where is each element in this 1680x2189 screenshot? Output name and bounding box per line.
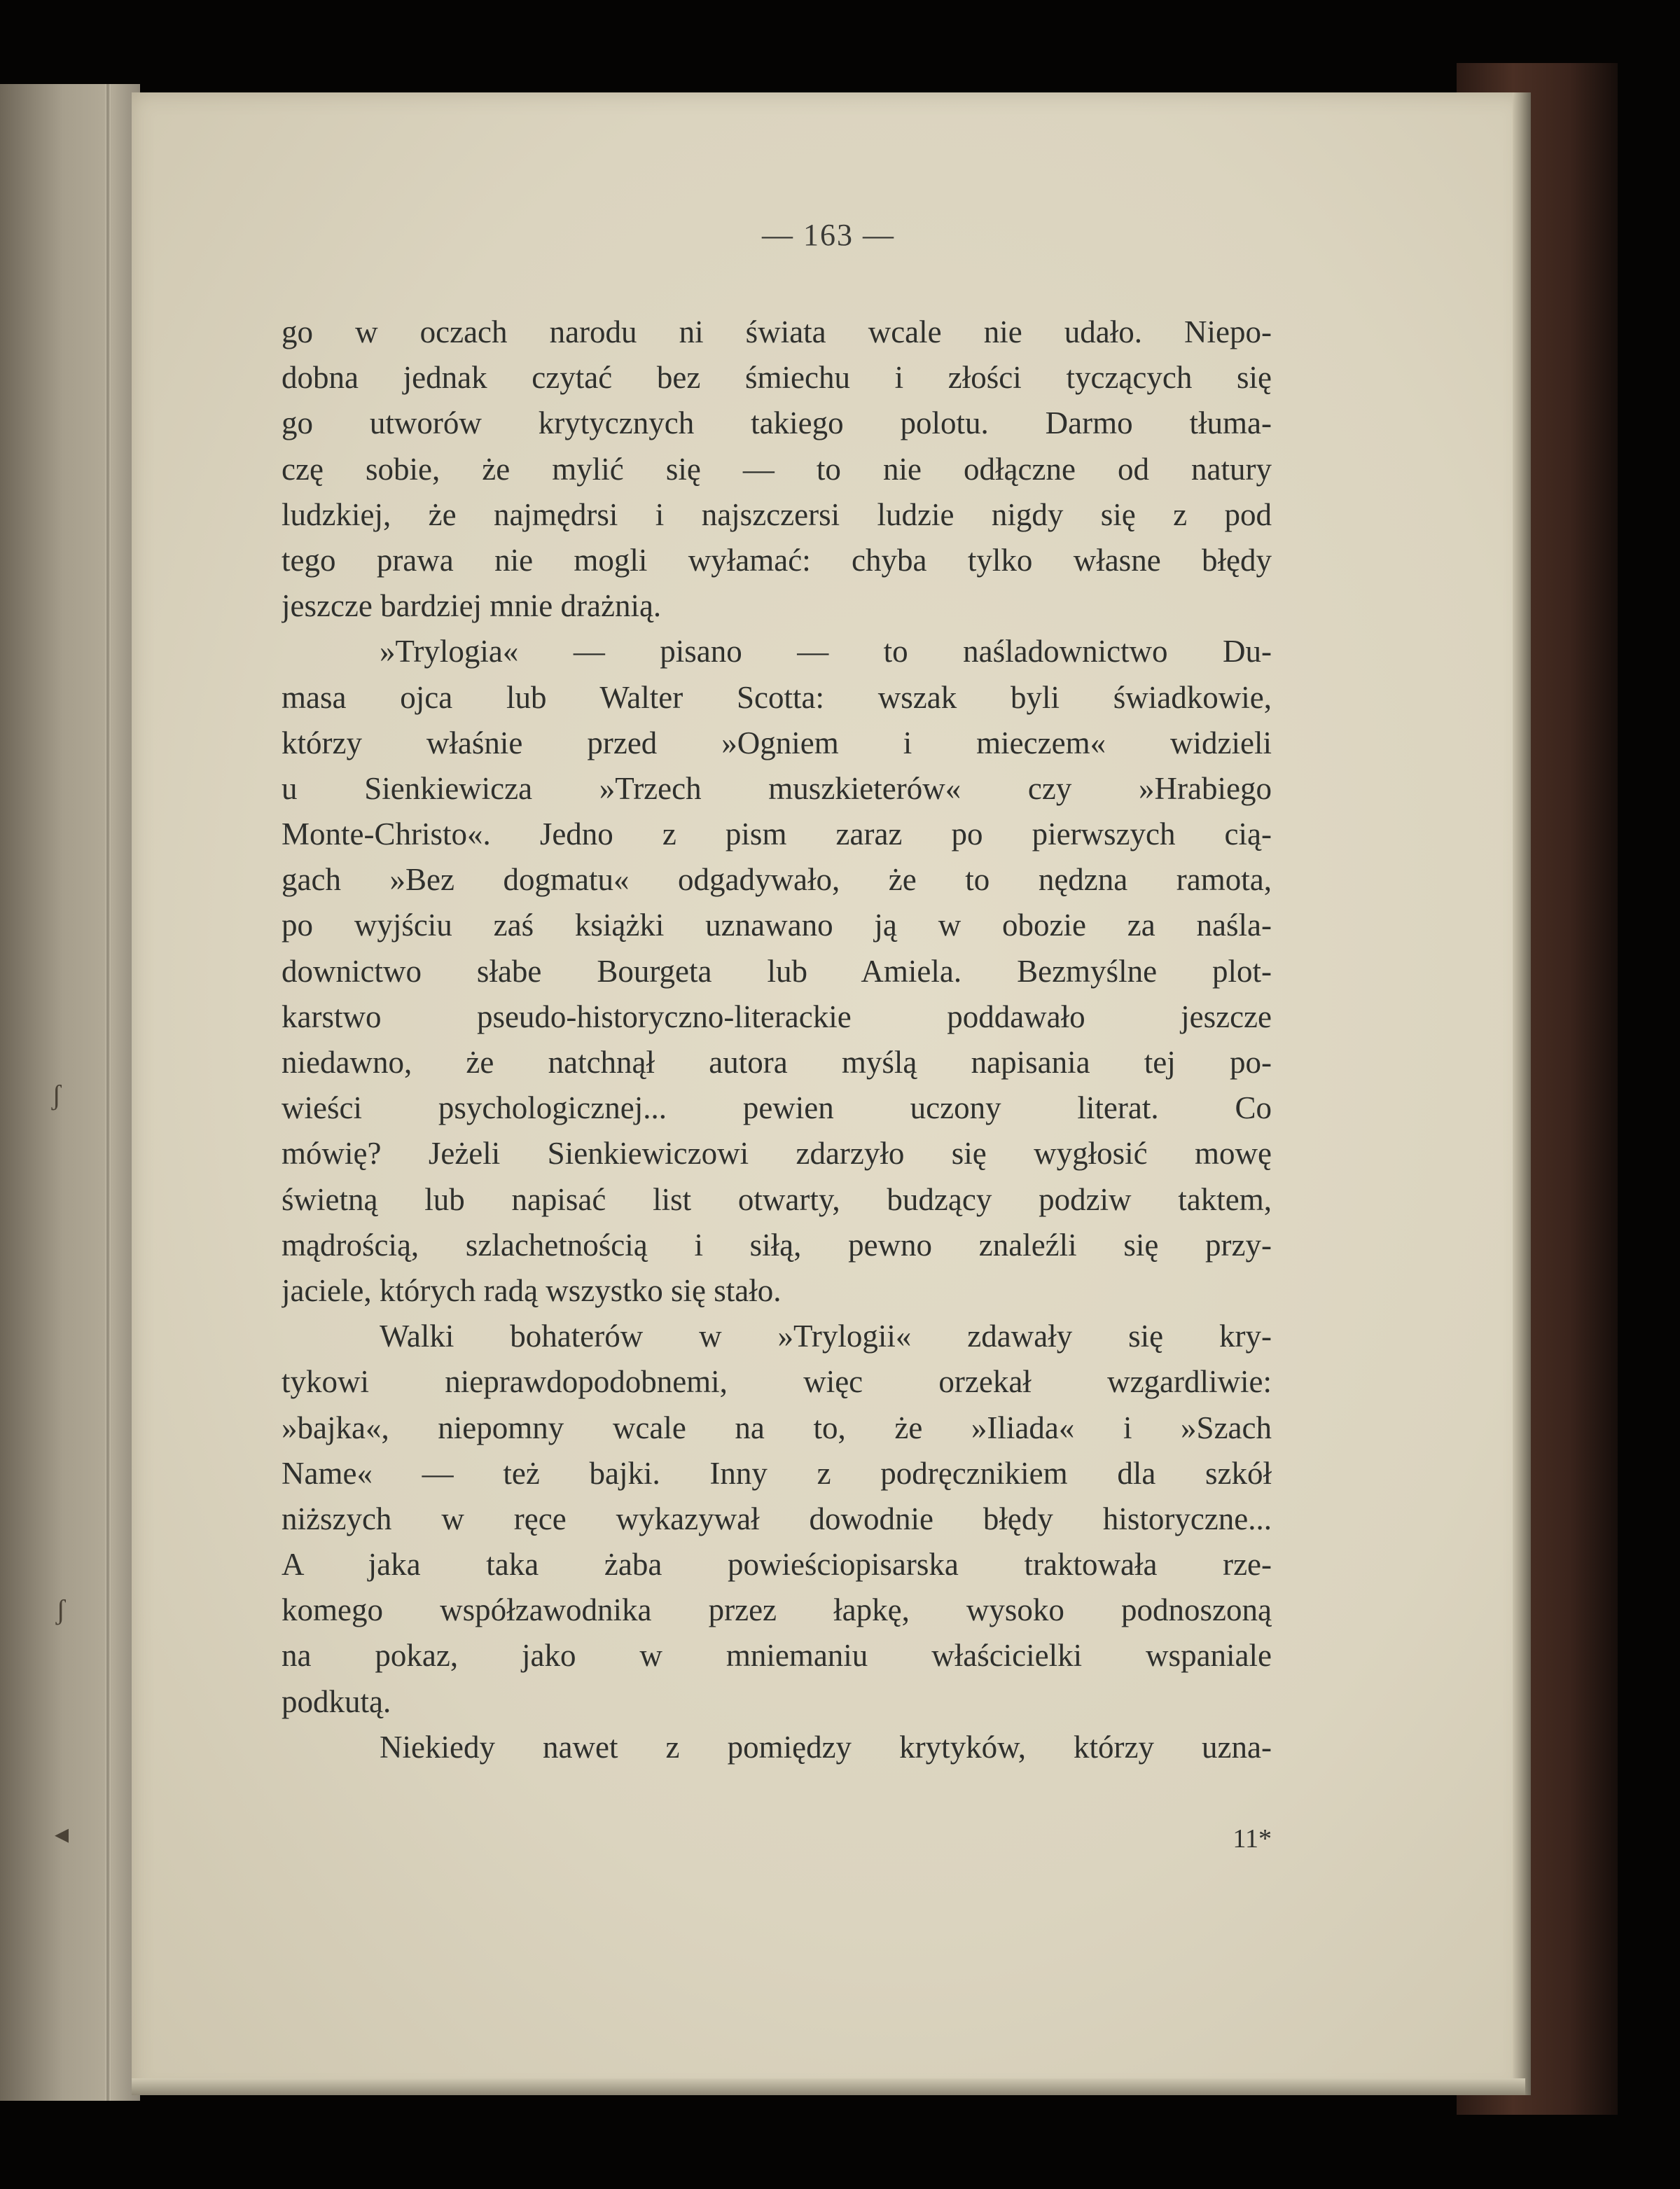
- text-line: tego prawa nie mogli wyłamać: chyba tylko własne błędy: [282, 542, 1272, 578]
- text-line: masa ojca lub Walter Scotta: wszak byli świadkowie,: [282, 679, 1272, 715]
- text-line: komego współzawodnika przez łapkę, wysoko podnoszoną: [282, 1592, 1272, 1628]
- text-line: downictwo słabe Bourgeta lub Amiela. Bezmyślne plot-: [282, 953, 1272, 989]
- previous-page-edge: [0, 84, 140, 2101]
- text-line: mówię? Jeżeli Sienkiewiczowi zdarzyło się wygłosić mowę: [282, 1136, 1272, 1172]
- text-line: jeszcze bardziej mnie drażnią.: [282, 588, 662, 624]
- text-line: jaciele, których radą wszystko się stało.: [282, 1272, 782, 1308]
- text-line: mądrością, szlachetnością i siłą, pewno znaleźli się przy-: [282, 1227, 1272, 1263]
- text-line: go utworów krytycznych takiego polotu. Darmo tłuma-: [282, 405, 1272, 441]
- gutter-fold: [105, 84, 111, 2101]
- text-line: »Trylogia« — pisano — to naśladownictwo Du-: [380, 634, 1272, 669]
- text-line: tykowi nieprawdopodobnemi, więc orzekał wzgardliwie:: [282, 1364, 1272, 1400]
- text-line: świetną lub napisać list otwarty, budzący podziw taktem,: [282, 1181, 1272, 1217]
- text-line: po wyjściu zaś książki uznawano ją w obozie za naśla-: [282, 908, 1272, 943]
- signature-mark: 11*: [1233, 1824, 1272, 1854]
- text-line: go w oczach narodu ni świata wcale nie udało. Niepo-: [282, 314, 1272, 349]
- text-line: karstwo pseudo-historyczno-literackie poddawało jeszcze: [282, 999, 1272, 1034]
- text-line: ludzkiej, że najmędrsi i najszczersi ludzie nigdy się z pod: [282, 496, 1272, 532]
- text-line: Walki bohaterów w »Trylogii« zdawały się kry-: [380, 1319, 1272, 1354]
- text-line: u Sienkiewicza »Trzech muszkieterów« czy »Hrabiego: [282, 770, 1272, 806]
- gutter-mark: ◂: [55, 1818, 69, 1849]
- text-line: Niekiedy nawet z pomiędzy krytyków, którzy uzna-: [380, 1729, 1272, 1765]
- text-line: niższych w ręce wykazywał dowodnie błędy historyczne...: [282, 1501, 1272, 1536]
- text-line: dobna jednak czytać bez śmiechu i złości tyczących się: [282, 360, 1272, 396]
- text-line: wieści psychologicznej... pewien uczony literat. Co: [282, 1090, 1272, 1126]
- body-text: [282, 310, 1272, 1770]
- text-line: niedawno, że natchnął autora myślą napisania tej po-: [282, 1045, 1272, 1080]
- text-line: którzy właśnie przed »Ogniem i mieczem« widzieli: [282, 725, 1272, 760]
- text-line: na pokaz, jako w mniemaniu właścicielki wspaniale: [282, 1638, 1272, 1674]
- page-number-header: — 163 —: [762, 218, 895, 252]
- text-line: Monte-Christo«. Jedno z pism zaraz po pierwszych cią-: [282, 816, 1272, 852]
- text-line: czę sobie, że mylić się — to nie odłączne od natury: [282, 451, 1272, 487]
- gutter-mark: ʃ: [52, 1079, 62, 1111]
- gutter-mark: ʃ: [56, 1594, 66, 1625]
- text-line: podkutą.: [282, 1683, 391, 1719]
- text-line: Name« — też bajki. Inny z podręcznikiem dla szkół: [282, 1455, 1272, 1491]
- text-line: A jaka taka żaba powieściopisarska traktowała rze-: [282, 1547, 1272, 1583]
- page-edge-bottom: [132, 2078, 1525, 2095]
- page-edge-right: [1513, 92, 1531, 2095]
- text-line: »bajka«, niepomny wcale na to, że »Iliada« i »Szach: [282, 1410, 1272, 1445]
- text-line: gach »Bez dogmatu« odgadywało, że to nędzna ramota,: [282, 862, 1272, 898]
